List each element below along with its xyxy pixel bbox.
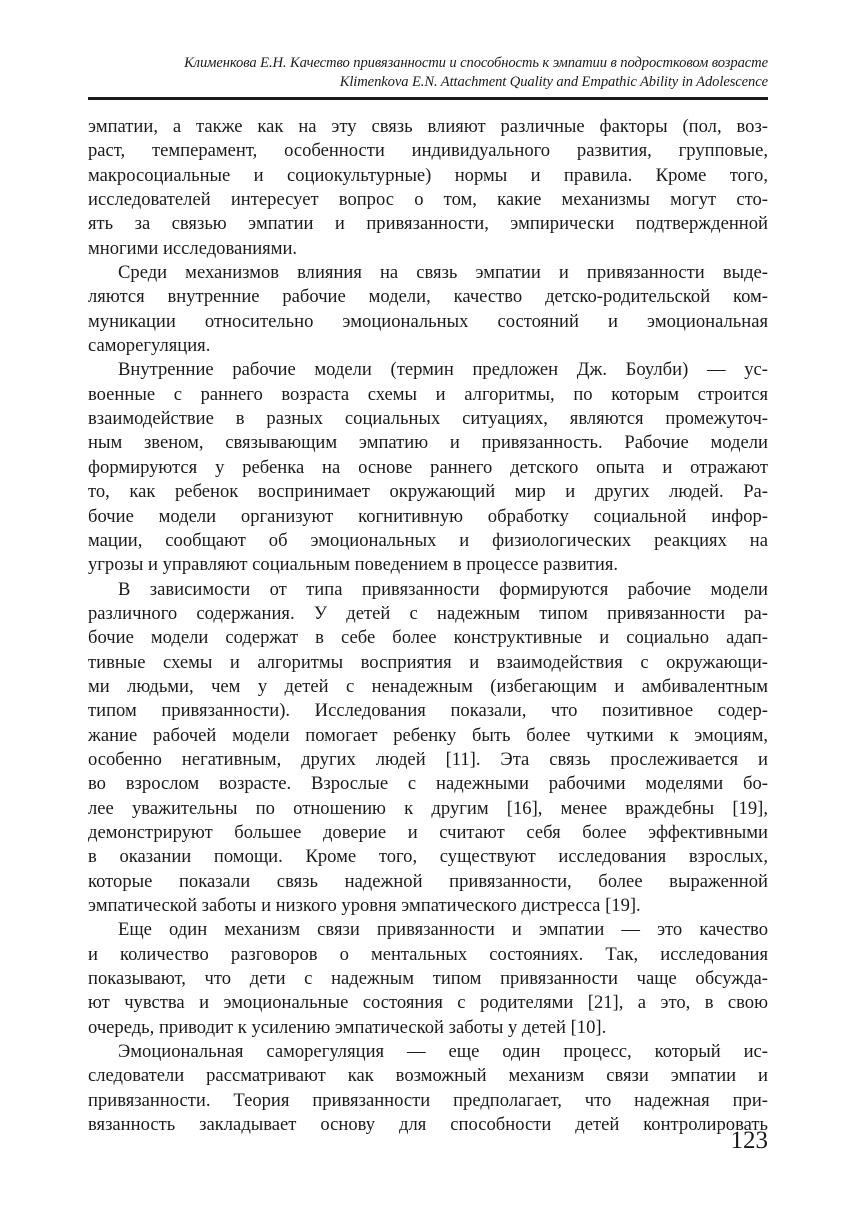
text-line: следователи рассматривают как возможный механизм связи эмпатии и <box>88 1065 768 1087</box>
text-line: демонстрируют большее доверие и считают себя более эффективными <box>88 821 768 843</box>
text-line: ют чувства и эмоциональные состояния с родителями [21], а это, в свою <box>88 992 768 1014</box>
text-line: раст, темперамент, особенности индивидуального развития, групповые, <box>88 140 768 162</box>
paragraph <box>88 115 768 261</box>
text-line: эмпатической заботы и низкого уровня эмпатического дистресса [19]. <box>88 895 641 916</box>
text-line: военные с раннего возраста схемы и алгоритмы, по которым строится <box>88 383 768 405</box>
text-line: во взрослом возрасте. Взрослые с надежными рабочими моделями бо- <box>88 773 768 795</box>
text-line: жание рабочей модели помогает ребенку быть более чуткими к эмоциям, <box>88 724 768 746</box>
text-line: саморегуляция. <box>88 335 211 357</box>
text-line: в оказании помощи. Кроме того, существуют исследования взрослых, <box>88 846 768 868</box>
text-line: особенно негативным, других людей [11]. Эта связь прослеживается и <box>88 748 768 770</box>
text-line: мации, сообщают об эмоциональных и физиологических реакциях на <box>88 529 768 551</box>
text-line: муникации относительно эмоциональных состояний и эмоциональная <box>88 310 768 332</box>
text-line: Среди механизмов влияния на связь эмпатии и привязанности выде- <box>118 262 768 284</box>
header-rule <box>88 97 768 100</box>
text-line: ять за связью эмпатии и привязанности, эмпирически подтвержденной <box>88 213 768 235</box>
text-line: очередь, приводит к усилению эмпатической заботы у детей [10]. <box>88 1016 607 1038</box>
text-line: исследователей интересует вопрос о том, какие механизмы могут сто- <box>88 189 768 211</box>
text-line: многими исследованиями. <box>88 237 298 259</box>
text-line: Еще один механизм связи привязанности и эмпатии — это качество <box>118 919 768 941</box>
text-line: показывают, что дети с надежным типом привязанности чаще обсужда- <box>88 968 768 990</box>
paragraph <box>88 1040 768 1137</box>
running-header-english: Klimenkova E.N. Attachment Quality and Empathic Ability in Adolescence <box>339 74 768 90</box>
text-line: Внутренние рабочие модели (термин предложен Дж. Боулби) — ус- <box>118 359 768 381</box>
text-line: Эмоциональная саморегуляция — еще один процесс, который ис- <box>118 1041 768 1063</box>
text-line: типом привязанности). Исследования показали, что позитивное содер- <box>88 700 768 722</box>
text-line: различного содержания. У детей с надежным типом привязанности ра- <box>88 602 768 624</box>
text-line: бочие модели содержат в себе более конструктивные и социально адап- <box>88 627 768 649</box>
text-line: и количество разговоров о ментальных состояниях. Так, исследования <box>88 943 768 965</box>
text-line: то, как ребенок воспринимает окружающий мир и других людей. Ра- <box>88 481 768 503</box>
running-header <box>88 54 768 92</box>
paragraph <box>88 578 768 919</box>
text-line: ным звеном, связывающим эмпатию и привязанность. Рабочие модели <box>88 432 768 454</box>
text-line: лее уважительны по отношению к другим [16], менее враждебны [19], <box>88 797 768 819</box>
article-body <box>88 115 768 1137</box>
text-line: формируются у ребенка на основе раннего детского опыта и отражают <box>88 456 768 478</box>
text-line: макросоциальные и социокультурные) нормы и правила. Кроме того, <box>88 164 768 186</box>
text-line: В зависимости от типа привязанности формируются рабочие модели <box>118 578 768 600</box>
page-number: 123 <box>730 1127 768 1154</box>
text-line: которые показали связь надежной привязанности, более выраженной <box>88 870 768 892</box>
text-line: взаимодействие в разных социальных ситуациях, являются промежуточ- <box>88 408 768 430</box>
running-header-russian: Клименкова Е.Н. Качество привязанности и способность к эмпатии в подростковом возрасте <box>184 55 768 71</box>
paragraph <box>88 918 768 1040</box>
text-line: бочие модели организуют когнитивную обработку социальной инфор- <box>88 505 768 527</box>
text-line: ляются внутренние рабочие модели, качество детско-родительской ком- <box>88 286 768 308</box>
text-line: угрозы и управляют социальным поведением в процессе развития. <box>88 554 619 576</box>
text-line: эмпатии, а также как на эту связь влияют различные факторы (пол, воз- <box>88 116 768 137</box>
text-line: ми людьми, чем у детей с ненадежным (избегающим и амбивалентным <box>88 675 768 697</box>
text-line: привязанности. Теория привязанности предполагает, что надежная при- <box>88 1089 768 1111</box>
text-line: вязанность закладывает основу для способности детей контролировать <box>88 1114 768 1136</box>
paragraph <box>88 358 768 577</box>
text-line: тивные схемы и алгоритмы восприятия и взаимодействия с окружающи- <box>88 651 768 673</box>
paragraph <box>88 261 768 358</box>
